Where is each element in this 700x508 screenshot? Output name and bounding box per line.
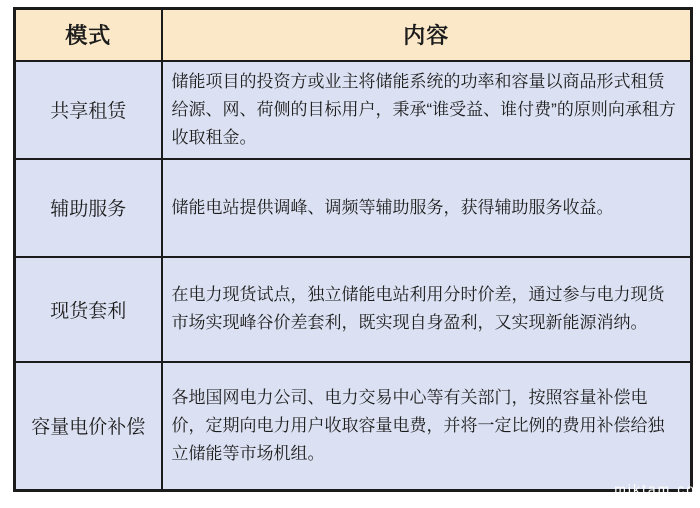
storage-business-modes-table	[13, 7, 693, 492]
table-row-spot-arbitrage	[15, 257, 692, 362]
table-row-ancillary-services	[15, 159, 692, 257]
column-header-mode: 模式	[15, 9, 162, 61]
column-header-content: 内容	[162, 9, 692, 61]
mode-label: 共享租赁	[15, 61, 162, 159]
mode-label: 现货套利	[15, 257, 162, 362]
mode-description: 各地国网电力公司、电力交易中心等有关部门，按照容量补偿电价，定期向电力用户收取容量电费，并将一定比例的费用补偿给独立储能等市场机组。	[162, 362, 692, 491]
mode-description: 储能电站提供调峰、调频等辅助服务，获得辅助服务收益。	[162, 159, 692, 257]
mode-description: 在电力现货试点，独立储能电站利用分时价差，通过参与电力现货市场实现峰谷价差套利，既实现自身盈利，又实现新能源消纳。	[162, 257, 692, 362]
table-row-capacity-price-compensation	[15, 362, 692, 491]
table-header-row	[15, 9, 692, 61]
site-watermark: miktam co	[614, 481, 696, 497]
mode-description: 储能项目的投资方或业主将储能系统的功率和容量以商品形式租赁给源、网、荷侧的目标用户，秉承“谁受益、谁付费”的原则向承租方收取租金。	[162, 61, 692, 159]
table-row-shared-leasing	[15, 61, 692, 159]
mode-label: 辅助服务	[15, 159, 162, 257]
mode-label: 容量电价补偿	[15, 362, 162, 491]
